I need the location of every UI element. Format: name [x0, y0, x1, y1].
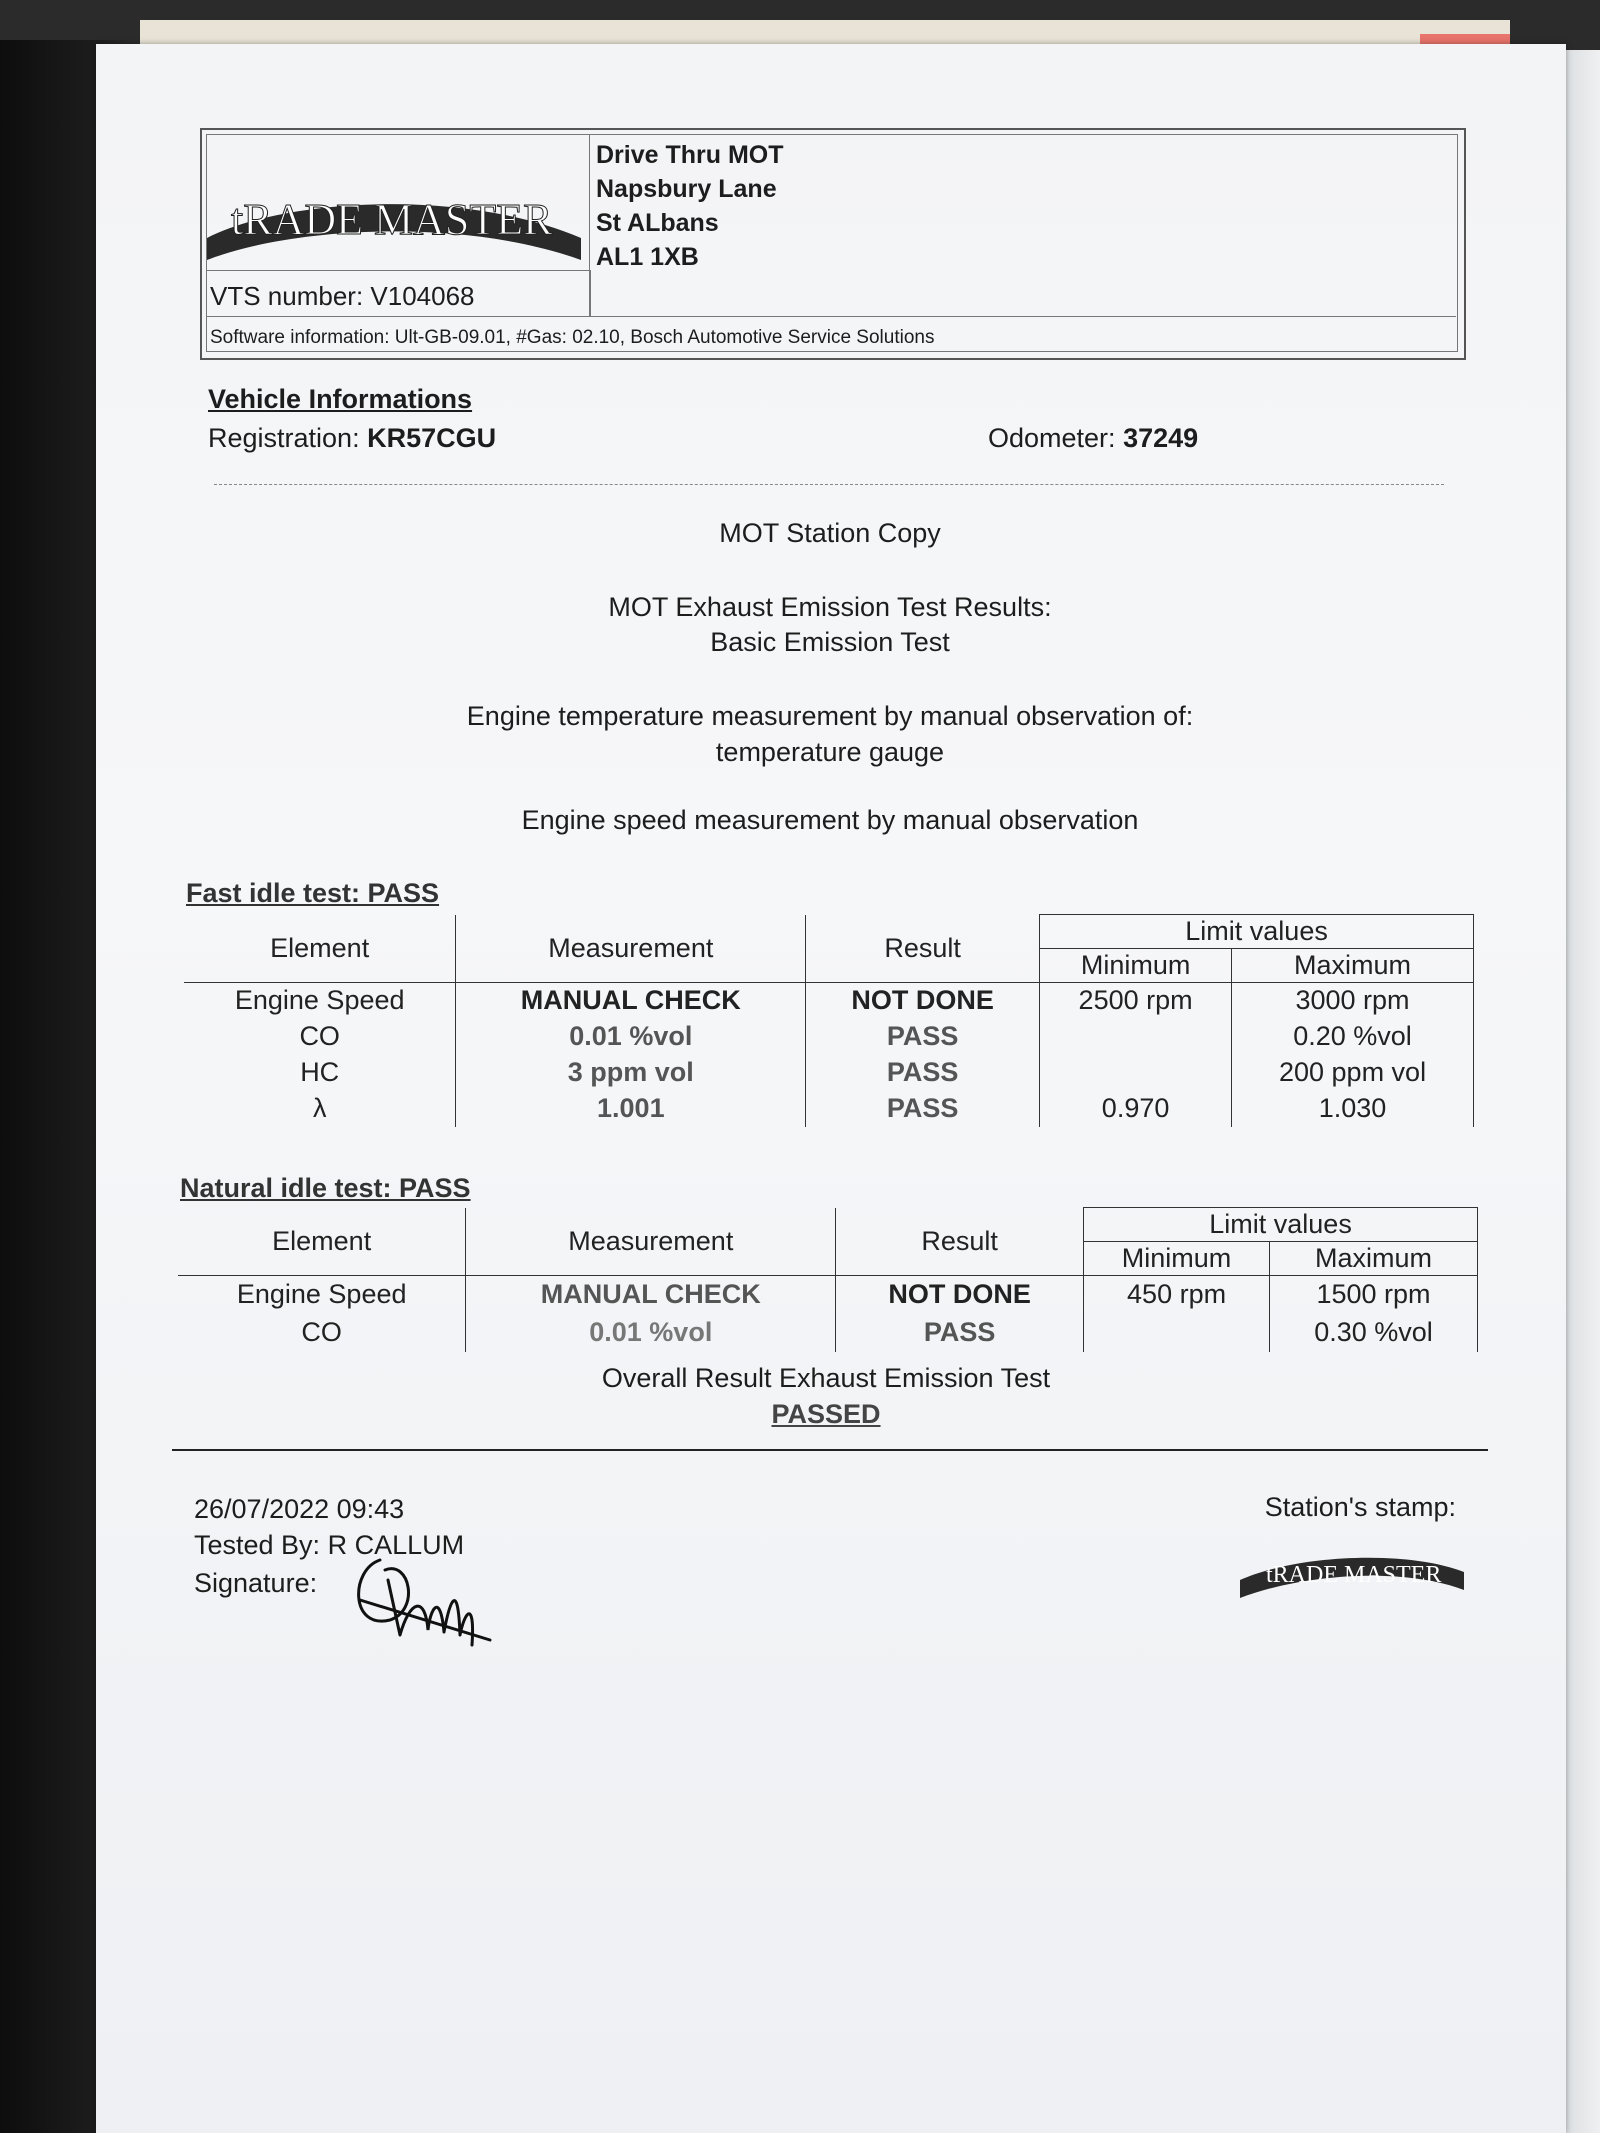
vehicle-heading: Vehicle Informations	[208, 384, 473, 414]
test-subtitle: Basic Emission Test	[710, 627, 950, 657]
col-limit-values: Limit values	[1084, 1208, 1478, 1242]
overall-result-text: PASSED	[771, 1399, 881, 1429]
cell-measurement: MANUAL CHECK	[466, 1276, 836, 1314]
cell-max: 0.30 %vol	[1270, 1314, 1478, 1352]
table-row	[184, 1019, 1474, 1055]
vts-line	[210, 283, 475, 309]
tester-name: R CALLUM	[327, 1530, 465, 1560]
odometer-value: 37249	[1123, 423, 1199, 453]
speed-line: Engine speed measurement by manual observation	[521, 805, 1139, 835]
cell-element: Engine Speed	[184, 983, 456, 1019]
col-maximum: Maximum	[1270, 1242, 1478, 1276]
cell-min	[1040, 1019, 1232, 1055]
col-maximum: Maximum	[1232, 949, 1474, 983]
cell-max: 0.20 %vol	[1232, 1019, 1474, 1055]
col-result: Result	[806, 915, 1040, 983]
cell-min	[1084, 1314, 1270, 1352]
logo-text: tRADE MASTER	[231, 195, 553, 244]
cell-measurement: 0.01 %vol	[466, 1314, 836, 1352]
overall-label: Overall Result Exhaust Emission Test	[601, 1363, 1051, 1393]
cell-element: HC	[184, 1055, 456, 1091]
address-line2: St ALbans	[596, 209, 719, 237]
cell-result: PASS	[836, 1314, 1084, 1352]
postcode: AL1 1XB	[596, 243, 699, 271]
station-stamp	[1238, 1542, 1466, 1598]
software-info: Software information: Ult-GB-09.01, #Gas: 02.10, Bosch Automotive Service Solutions	[210, 327, 935, 348]
cell-measurement: 1.001	[456, 1091, 806, 1127]
cell-result: PASS	[806, 1055, 1040, 1091]
test-title: MOT Exhaust Emission Test Results:	[608, 592, 1052, 622]
cell-measurement: 0.01 %vol	[456, 1019, 806, 1055]
col-minimum: Minimum	[1040, 949, 1232, 983]
col-element: Element	[178, 1208, 466, 1276]
col-measurement: Measurement	[466, 1208, 836, 1276]
col-limit-values: Limit values	[1040, 915, 1474, 949]
cell-element: λ	[184, 1091, 456, 1127]
table-row	[178, 1276, 1478, 1314]
cell-result: NOT DONE	[806, 983, 1040, 1019]
signature-image	[340, 1540, 500, 1650]
vts-label: VTS number:	[210, 281, 364, 311]
overall-result	[626, 1401, 1026, 1428]
cell-min	[1040, 1055, 1232, 1091]
col-element: Element	[184, 915, 456, 983]
tested-by-label: Tested By:	[194, 1530, 321, 1560]
cell-result: NOT DONE	[836, 1276, 1084, 1314]
col-result: Result	[836, 1208, 1084, 1276]
trade-master-logo	[205, 168, 583, 264]
copy-type: MOT Station Copy	[719, 518, 941, 548]
stamp-label: Station's stamp:	[1264, 1492, 1456, 1522]
cell-min: 0.970	[1040, 1091, 1232, 1127]
cell-min: 2500 rpm	[1040, 983, 1232, 1019]
registration-label: Registration:	[208, 423, 360, 453]
footer-divider	[172, 1449, 1488, 1451]
table-row	[184, 1055, 1474, 1091]
cell-max: 1500 rpm	[1270, 1276, 1478, 1314]
cell-max: 3000 rpm	[1232, 983, 1474, 1019]
odometer-label: Odometer:	[988, 423, 1116, 453]
vehicle-divider	[214, 484, 1444, 485]
cell-max: 1.030	[1232, 1091, 1474, 1127]
test-datetime: 26/07/2022 09:43	[194, 1494, 405, 1524]
natural-idle-title: Natural idle test: PASS	[180, 1173, 471, 1203]
cell-min: 450 rpm	[1084, 1276, 1270, 1314]
fast-idle-table	[184, 914, 1474, 1127]
cell-max: 200 ppm vol	[1232, 1055, 1474, 1091]
fast-idle-title: Fast idle test: PASS	[186, 878, 440, 908]
odometer-line	[988, 425, 1198, 452]
cell-element: CO	[184, 1019, 456, 1055]
address-line1: Napsbury Lane	[596, 175, 777, 203]
cell-measurement: 3 ppm vol	[456, 1055, 806, 1091]
natural-idle-table	[178, 1207, 1478, 1352]
table-row	[184, 983, 1474, 1019]
registration-line	[208, 425, 496, 452]
station-name: Drive Thru MOT	[596, 141, 784, 169]
cell-element: CO	[178, 1314, 466, 1352]
stamp-logo-text: tRADE MASTER	[1266, 1562, 1442, 1588]
signature-label: Signature:	[194, 1568, 318, 1598]
cell-result: PASS	[806, 1091, 1040, 1127]
vts-number: V104068	[370, 281, 475, 311]
table-row	[178, 1314, 1478, 1352]
cell-measurement: MANUAL CHECK	[456, 983, 806, 1019]
registration-value: KR57CGU	[367, 423, 497, 453]
cell-result: PASS	[806, 1019, 1040, 1055]
cell-element: Engine Speed	[178, 1276, 466, 1314]
col-minimum: Minimum	[1084, 1242, 1270, 1276]
table-row	[184, 1091, 1474, 1127]
temp-line2: temperature gauge	[715, 737, 945, 767]
temp-line1: Engine temperature measurement by manual observation of:	[466, 701, 1194, 731]
col-measurement: Measurement	[456, 915, 806, 983]
